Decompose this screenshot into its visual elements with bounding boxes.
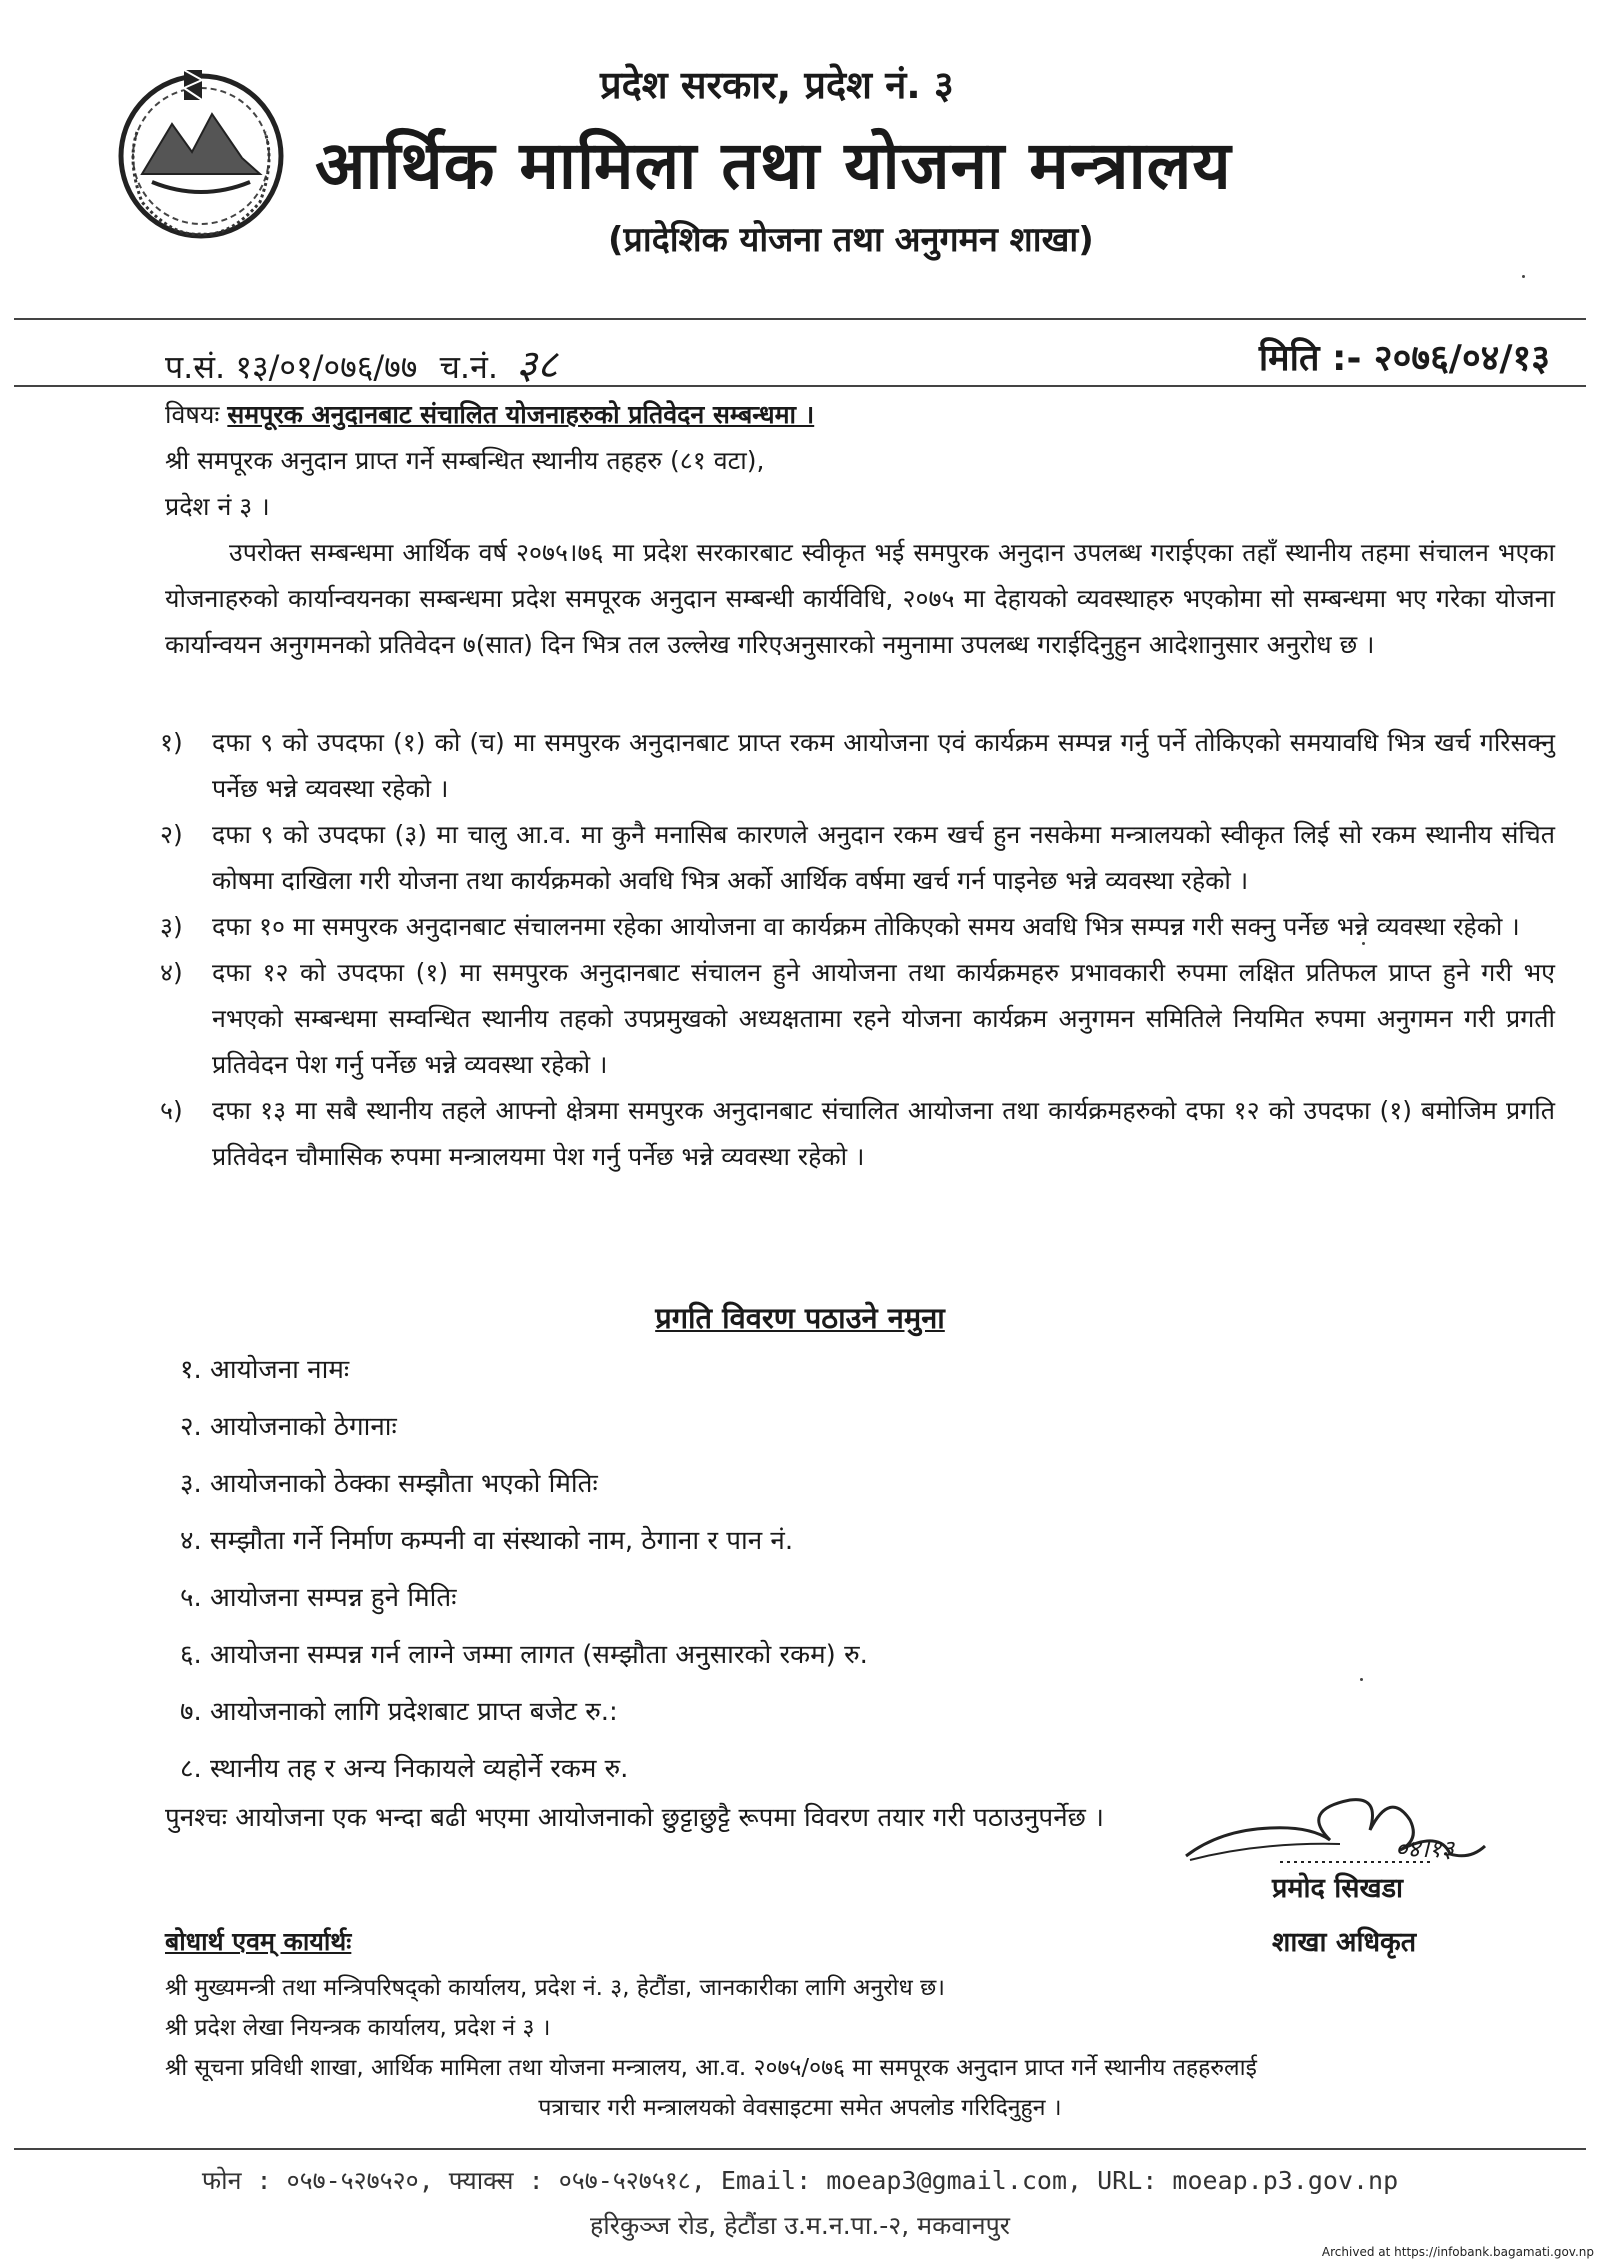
item-text: दफा १० मा समपुरक अनुदानबाट संचालनमा रहेका आयोजना वा कार्यक्रम तोकिएको समय अवधि भित्र सम्पन्न गरी सक्नु पर्नेछ भन्ने व्यवस्था रहेको । [212, 912, 1520, 941]
nepal-emblem-icon [112, 62, 290, 244]
form-field: ५. आयोजना सम्पन्न हुने मितिः [180, 1583, 457, 1613]
footer-rule [14, 2148, 1586, 2150]
provision-list [160, 720, 1555, 1180]
scan-speck [1362, 942, 1365, 945]
postscript: पुनश्चः आयोजना एक भन्दा बढी भएमा आयोजनाको छुट्टाछुट्टै रूपमा विवरण तयार गरी पठाउनुपर्नेछ । [165, 1803, 1104, 1833]
scan-speck [1522, 275, 1525, 278]
form-field: २. आयोजनाको ठेगानाः [180, 1412, 397, 1442]
patra-sankhya: प.सं. १३/०१/०७६/७७ [165, 348, 418, 386]
header-government: प्रदेश सरकार, प्रदेश नं. ३ [600, 63, 954, 107]
cc-line: श्री सूचना प्रविधी शाखा, आर्थिक मामिला तथा योजना मन्त्रालय, आ.व. २०७५/०७६ मा समपूरक अनुदान प्राप्त गर्ने स्थानीय तहहरुलाई [165, 2055, 1257, 2081]
form-title: प्रगति विवरण पठाउने नमुना [655, 1301, 945, 1335]
reference-number [165, 335, 558, 390]
item-text: दफा १२ को उपदफा (१) मा समपुरक अनुदानबाट संचालन हुने आयोजना तथा कार्यक्रमहरु प्रभावकारी रुपमा लक्षित प्रतिफल प्राप्त हुने गरी भए नभएको सम्बन्धमा सम्वन्धित स्थानीय तहको उपप्रमुखको अध्यक्षतामा रहने योजना कार्यक्रम अनुगमन समितिले नियमित रुपमा अनुगमन गरी प्रगती प्रतिवेदन पेश गर्नु पर्नेछ भन्ने व्यवस्था रहेको । [212, 958, 1555, 1079]
subject-text: समपूरक अनुदानबाट संचालित योजनाहरुको प्रतिवेदन सम्बन्धमा । [227, 400, 815, 429]
form-field: ८. स्थानीय तह र अन्य निकायले व्यहोर्ने रकम रु. [180, 1754, 629, 1784]
item-number: १) [160, 728, 183, 757]
item-number: २) [160, 820, 183, 849]
list-item [160, 1088, 1555, 1180]
header-branch: (प्रादेशिक योजना तथा अनुगमन शाखा) [608, 220, 1094, 260]
addressee-line-2: प्रदेश नं ३ । [165, 492, 270, 521]
list-item [160, 904, 1555, 950]
letter-date: मिति :- २०७६/०४/१३ [1258, 338, 1550, 379]
header-rule-top [14, 318, 1586, 320]
scan-speck [1360, 1678, 1363, 1681]
subject-line [165, 392, 1555, 438]
intro-paragraph: उपरोक्त सम्बन्धमा आर्थिक वर्ष २०७५।७६ मा प्रदेश सरकारबाट स्वीकृत भई समपुरक अनुदान उपलब्ध गराईएका तहाँ स्थानीय तहमा संचालन भएका योजनाहरुको कार्यान्वयनका सम्बन्धमा प्रदेश समपूरक अनुदान सम्बन्धी कार्यविधि, २०७५ मा देहायको व्यवस्थाहरु भएकोमा सो सम्बन्धमा भए गरेका योजना कार्यान्वयन अनुगमनको प्रतिवेदन ७(सात) दिन भित्र तल उल्लेख गरिएअनुसारको नमुनामा उपलब्ध गराईदिनुहुन आदेशानुसार अनुरोध छ । [165, 538, 1555, 659]
list-item [160, 950, 1555, 1088]
form-field-list [180, 1350, 868, 1806]
cc-line: श्री प्रदेश लेखा नियन्त्रक कार्यालय, प्रदेश नं ३ । [165, 2015, 551, 2041]
form-field: ६. आयोजना सम्पन्न गर्न लाग्ने जम्मा लागत (सम्झौता अनुसारको रकम) रु. [180, 1640, 868, 1670]
cc-line: पत्राचार गरी मन्त्रालयको वेवसाइटमा समेत अपलोड गरिदिनुहुन । [538, 2095, 1062, 2121]
cc-line: श्री मुख्यमन्त्री तथा मन्त्रिपरिषद्को कार्यालय, प्रदेश नं. ३, हेटौंडा, जानकारीका लागि अनुरोध छ। [165, 1975, 945, 2001]
header-rule-bottom [14, 385, 1586, 387]
footer-address: हरिकुञ्ज रोड, हेटौंडा उ.म.न.पा.-२, मकवानपुर [589, 2211, 1010, 2240]
form-field: ३. आयोजनाको ठेक्का सम्झौता भएको मितिः [180, 1469, 598, 1499]
header-ministry: आर्थिक मामिला तथा योजना मन्त्रालय [315, 127, 1232, 204]
letter-head-block [165, 392, 1555, 668]
item-text: दफा ९ को उपदफा (१) को (च) मा समपुरक अनुदानबाट प्राप्त रकम आयोजना एवं कार्यक्रम सम्पन्न गर्नु पर्ने तोकिएको समयावधि भित्र खर्च गरिसक्नु पर्नेछ भन्ने व्यवस्था रहेको । [212, 728, 1555, 803]
subject-label: विषयः [165, 400, 220, 429]
archive-note: Archived at https://infobank.bagamati.gov.np [1321, 2245, 1594, 2259]
chalani-label: च.नं. [439, 348, 499, 386]
signature-date: ०४।१३ [1395, 1835, 1455, 1863]
signatory-title: शाखा अधिकृत [1272, 1927, 1417, 1958]
list-item [160, 720, 1555, 812]
footer-contact: फोन : ०५७-५२७५२०, फ्याक्स : ०५७-५२७५१८, Email: moeap3@gmail.com, URL: moeap.p3.gov.np [201, 2166, 1399, 2195]
item-number: ५) [160, 1096, 183, 1125]
signatory-name: प्रमोद सिखडा [1272, 1873, 1404, 1904]
form-field: ७. आयोजनाको लागि प्रदेशबाट प्राप्त बजेट रु.: [180, 1697, 618, 1727]
addressee-line-1: श्री समपूरक अनुदान प्राप्त गर्ने सम्बन्धित स्थानीय तहहरु (८१ वटा), [165, 446, 765, 475]
signature-icon [1180, 1770, 1500, 1880]
cc-heading: बोधार्थ एवम् कार्यार्थः [165, 1927, 352, 1956]
item-text: दफा १३ मा सबै स्थानीय तहले आफ्नो क्षेत्रमा समपुरक अनुदानबाट संचालित आयोजना तथा कार्यक्रमहरुको दफा १२ को उपदफा (१) बमोजिम प्रगति प्रतिवेदन चौमासिक रुपमा मन्त्रालयमा पेश गर्नु पर्नेछ भन्ने व्यवस्था रहेको । [212, 1096, 1555, 1171]
form-field: १. आयोजना नामः [180, 1355, 350, 1385]
form-field: ४. सम्झौता गर्ने निर्माण कम्पनी वा संस्थाको नाम, ठेगाना र पान नं. [180, 1526, 794, 1556]
item-number: ३) [160, 912, 183, 941]
item-number: ४) [160, 958, 183, 987]
item-text: दफा ९ को उपदफा (३) मा चालु आ.व. मा कुनै मनासिब कारणले अनुदान रकम खर्च हुन नसकेमा मन्त्रालयको स्वीकृत लिई सो रकम स्थानीय संचित कोषमा दाखिला गरी योजना तथा कार्यक्रमको अवधि भित्र अर्को आर्थिक वर्षमा खर्च गर्न पाइनेछ भन्ने व्यवस्था रहेको । [212, 820, 1555, 895]
list-item [160, 812, 1555, 904]
chalani-number: ३८ [516, 342, 558, 388]
